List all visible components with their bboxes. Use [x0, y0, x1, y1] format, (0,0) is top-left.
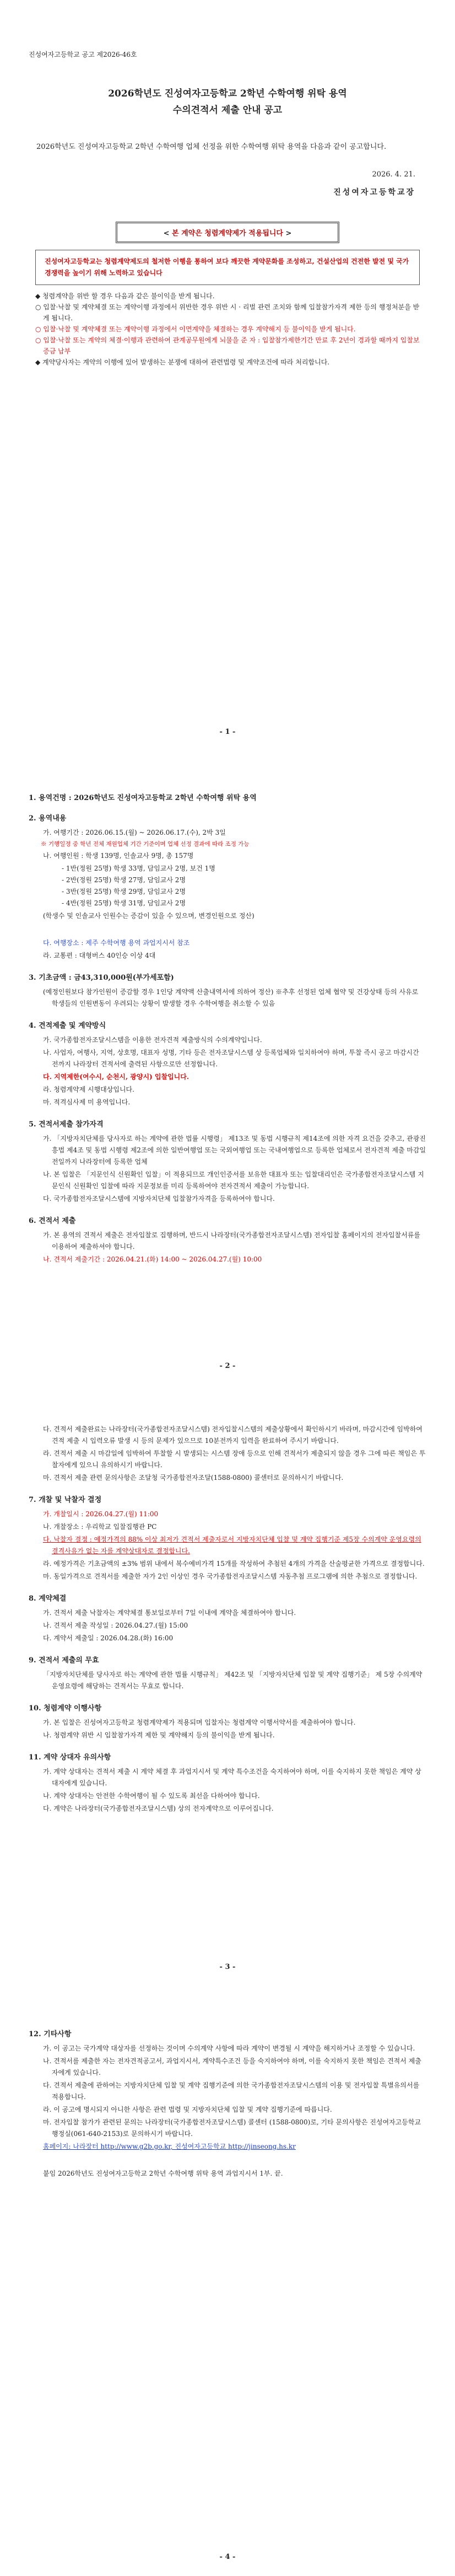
section-title: 1. 용역건명 : 2026학년도 진성여자고등학교 2학년 수학여행 위탁 용역 [29, 794, 257, 802]
list-item: 다. 지역제한(여수시, 순천시, 광양시) 입찰입니다. [43, 1073, 189, 1081]
homepage-link[interactable]: 홈페이지: 나라장터 http://www.g2b.go.kr, 진성여자고등학교 http://jinseong.hs.kr [43, 2143, 296, 2150]
page-number: - 2 - [219, 1362, 236, 1370]
integrity-bullets [35, 291, 420, 368]
bullet-item: ○ 입찰·낙찰 및 계약체결 또는 계약이행 과정에서 위반한 경우 위반 시 · 리벌 관련 조치와 함께 입찰참가자격 제한 등의 행정처분을 받게 됩니다. [35, 303, 420, 322]
list-item: 나. 견적서를 제출한 자는 전자견적공고서, 과업지시서, 계약특수조건 등을 숙지하여야 하며, 이를 숙지하지 못한 책임은 견적서 제출자에게 있습니다. [43, 2057, 421, 2076]
bullet-item: ○ 입찰·낙찰 및 계약체결 또는 계약이행 과정에서 이면계약을 체결하는 경우 계약해지 등 불이익을 받게 됩니다. [35, 325, 356, 333]
list-item: 나. 견적서 제출 작성일 : 2026.04.27.(월) 15:00 [43, 1622, 188, 1629]
section-text: 「지방자치단체를 당사자로 하는 계약에 관한 법률 시행규칙」 제42조 및 「지방자치단체 입찰 및 계약 집행기준」 제 5장 수의계약 운영요령에 해당하는 견적서는 무효로 합니다. [43, 1671, 422, 1690]
list-item: 다. 여행장소 : 제주 수학여행 용역 과업지시서 참조 [43, 939, 190, 947]
section-title: 9. 견적서 제출의 무효 [29, 1656, 99, 1665]
banner-text: 본 계약은 청렴계약제가 적용됩니다 [172, 229, 283, 238]
list-item: 다. 국가종합전자조달시스템에 지방자치단체 입찰참가자격을 등록하여야 합니다. [43, 1195, 275, 1203]
bullet-item: ◆ 청렴계약을 위반 할 경우 다음과 같은 불이익을 받게 됩니다. [35, 292, 215, 300]
list-item: 가. 개찰일시 : 2026.04.27.(월) 11:00 [43, 1510, 159, 1518]
list-item: 라. 이 공고에 명시되지 아니한 사항은 관련 법령 및 지방자치단체 입찰 및 계약 집행기준에 따릅니다. [43, 2106, 332, 2113]
list-item: 다. 낙찰자 결정 : 예정가격의 88% 이상 최저가 견적서 제출자로서 지방자치단체 입찰 및 계약 집행기준 제5장 수의계약 운영요령의 결격사유가 없는 자를 계약상대자로 결정합니다. [43, 1536, 421, 1555]
list-item: 라. 교통편 : 대형버스 40인승 이상 4대 [43, 952, 156, 959]
integrity-notice-box: 진성여자고등학교는 청렴계약제도의 철저한 이행을 통하여 보다 깨끗한 계약문화를 조성하고, 건설산업의 건전한 발전 및 국가경쟁력을 높이기 위해 노력하고 있습니다 [35, 250, 420, 285]
section-title: 3. 기초금액 : 금43,310,000원(부가세포함) [29, 974, 174, 982]
notice-date: 2026. 4. 21. [372, 170, 415, 179]
list-item: 가. 견적서 제출 낙찰자는 계약체결 통보일로부터 7일 이내에 계약을 체결하여야 합니다. [43, 1609, 296, 1617]
list-item: 다. 견적서 제출완료는 나라장터(국가종합전자조달시스템) 전자입찰시스템의 제출상황에서 확인하시기 바라며, 마감시간에 임박하여 견적 제출 시 입력오류 발생 시 등의 문제가 있으므로 10분전까지 입력을 완료하여 주시기 바랍니다. [43, 1425, 422, 1445]
list-item: 다. 계약서 제출일 : 2026.04.28.(화) 16:00 [43, 1634, 174, 1642]
list-item: 마. 전자입찰 참가가 관련된 문의는 나라장터(국가종합전자조달시스템) 콜센터 (1588-0800)로, 기타 문의사항은 진성여자고등학교 행정실(061-640-2153)로 문의하시기 바랍니다. [43, 2118, 421, 2138]
page-4 [29, 2018, 426, 2181]
attachment-footer: 붙임 2026학년도 진성여자고등학교 2학년 수학여행 위탁 용역 과업지시서 1부. 끝. [43, 2170, 283, 2177]
issuing-organization: 진성여자고등학교장 [333, 188, 415, 197]
section-title: 6. 견적서 제출 [29, 1217, 76, 1225]
list-item: 가. 본 입찰은 진성여자고등학교 청렴계약제가 적용되며 입찰자는 청렴계약 이행서약서를 제출하여야 합니다. [43, 1719, 356, 1726]
list-item: 가. 본 용역의 견적서 제출은 전자입찰로 집행하며, 반드시 나라장터(국가종합전자조달시스템) 전자입찰 홈페이지의 전자입찰서류를 이용하여 제출하셔야 합니다. [43, 1231, 420, 1251]
list-item: 나. 사업자, 여행사, 지역, 상호명, 대표자 성명, 기타 등은 전자조달시스템 상 등록업체와 일치하여야 하며, 투찰 즉시 공고 마감시간 전까지 나라장터 견적서에 출력된 사항으로만 선정합니다. [43, 1049, 419, 1068]
list-item: 다. 견적서 제출에 관하여는 지방자치단체 입찰 및 계약 집행기준에 의한 국가종합전자조달시스템의 이용 및 전자입찰 특별유의서를 적용합니다. [43, 2081, 420, 2101]
section-title: 5. 견적서제출 참가자격 [29, 1120, 104, 1129]
section-title: 7. 개찰 및 낙찰자 결정 [29, 1496, 102, 1504]
banner-marker-icon: < [163, 229, 172, 238]
banner-marker-icon: > [283, 229, 292, 238]
page-2 [29, 782, 426, 1266]
section-title: 11. 계약 상대자 유의사항 [29, 1753, 111, 1762]
page-number: - 3 - [219, 1963, 236, 1971]
list-item: 마. 동일가격으로 견적서를 제출한 자가 2인 이상인 경우 국가종합전자조달시스템 자동추첨 프로그램에 의한 추첨으로 결정합니다. [43, 1573, 418, 1580]
list-item: 라. 청렴계약제 시행대상입니다. [43, 1086, 134, 1093]
list-item: 가. 이 공고는 국가계약 대상자를 선정하는 것이며 수의계약 사항에 따라 계약이 변경될 시 계약을 해지하거나 조정할 수 있습니다. [43, 2044, 415, 2052]
list-item: 나. 본 입찰은 「지문인식 신원확인 입찰」이 적용되므로 개인인증서를 보유한 대표자 또는 입찰대리인은 국가종합전자조달시스템 지문인식 신원확인 입찰에 따라 지문정보를 미리 등록하여야 전자견적서 제출이 가능합니다. [43, 1171, 424, 1190]
submission-period: 나. 견적서 제출기간 : 2026.04.21.(화) 14:00 ~ 2026.04.27.(월) 10:00 [43, 1255, 262, 1263]
list-item: 라. 예정가격은 기초금액의 ±3% 범위 내에서 복수예비가격 15개를 작성하여 추첨된 4개의 가격을 산술평균한 가격으로 결정합니다. [43, 1560, 425, 1568]
list-item: 라. 견적서 제출 시 마감일에 임박하여 투찰할 시 발생되는 시스템 장애 등으로 인해 견적서가 제출되지 않을 경우 그에 따른 책임은 투찰자에게 있으니 유의하시기 바랍니다. [43, 1450, 426, 1469]
class-item: - 2반(정원 25명) 학생 27명, 담임교사 2명 [62, 876, 186, 884]
list-item: 마. 견적서 제출 관련 문의사항은 조달청 국가종합전자조달(1588-0800) 콜센터로 문의하시기 바랍니다. [43, 1474, 344, 1482]
list-item: 다. 계약은 나라장터(국가종합전자조달시스템) 상의 전자계약으로 이루어집니다. [43, 1805, 274, 1812]
list-item: 나. 여행인원 : 학생 139명, 인솔교사 9명, 총 157명 [43, 852, 194, 860]
list-item: 가. 국가종합전자조달시스템을 이용한 전자견적 제출방식의 수의계약입니다. [43, 1036, 262, 1044]
title-line-1: 2026학년도 진성여자고등학교 2학년 수학여행 위탁 용역 [108, 88, 347, 99]
list-note: (학생수 및 인솔교사 인원수는 증감이 있을 수 있으며, 변경인원으로 정산) [43, 912, 254, 920]
section-title: 12. 기타사항 [29, 2030, 72, 2038]
page-1 [29, 50, 426, 368]
section-title: 10. 청렴계약 이행사항 [29, 1704, 102, 1713]
section-title: 2. 용역내용 [29, 814, 67, 823]
list-item: 마. 적격심사제 미 용역입니다. [43, 1098, 131, 1106]
class-item: - 1반(정원 25명) 학생 33명, 담임교사 2명, 보건 1명 [62, 865, 215, 872]
list-item: 가. 「지방자치단체를 당사자로 하는 계약에 관한 법률 시행령」 제13조 및 동법 시행규칙 제14조에 의한 자격 요건을 갖추고, 관광진흥법 제4조 및 동법 시행령 제2조에 의한 일반여행업 또는 국외여행업 또는 국내여행업으로 등록한 업체로서 전자견적 제출 마감일 전일까지 나라장터에 등록한 업체 [43, 1135, 426, 1166]
bullet-item: ◆ 계약당사자는 계약의 이행에 있어 발생하는 분쟁에 대하여 관련법령 및 계약조건에 따라 처리합니다. [35, 358, 330, 366]
list-item: 나. 청렴계약 위반 시 입찰참가자격 제한 및 계약해지 등의 불이익을 받게 됩니다. [43, 1731, 275, 1739]
list-note: ※ 기행일정 중 학년 전체 재원업체 기간 기준이며 업체 선정 결과에 따라 조정 가능 [41, 841, 250, 847]
list-item: 나. 계약 상대자는 안전한 수학여행이 될 수 있도록 최선을 다하여야 합니다. [43, 1792, 260, 1800]
list-item: 나. 개찰장소 : 우리학교 입찰집행관 PC [43, 1523, 157, 1531]
section-text: (예정인원보다 참가인원이 증감할 경우 1인당 계약액 산출내역서에 의하여 정산) ※추후 선정된 업체 협약 및 건강상태 등의 사유로 학생들의 인원변동이 우려되는 상황이 발생할 경우 수학여행을 취소할 수 있음 [43, 988, 419, 1007]
document-number: 진성여자고등학교 공고 제2026-46호 [29, 51, 137, 58]
page-3 [29, 1423, 426, 1816]
class-item: - 3반(정원 25명) 학생 29명, 담임교사 2명 [62, 888, 186, 895]
title-line-2: 수의견적서 제출 안내 공고 [172, 105, 283, 116]
integrity-contract-banner [116, 222, 339, 243]
bullet-item: ○ 입찰·낙찰 또는 계약의 체결·이행과 관련하여 관계공무원에게 뇌물을 준 자 : 입찰참가제한기간 만료 후 2년이 경과할 때까지 입찰보증금 납부 [35, 336, 420, 355]
section-title: 8. 계약체결 [29, 1595, 67, 1603]
list-item: 가. 여행기간 : 2026.06.15.(월) ~ 2026.06.17.(수), 2박 3일 [43, 829, 226, 836]
page-number: - 4 - [219, 2553, 236, 2561]
section-title: 4. 견적제출 및 계약방식 [29, 1022, 106, 1030]
list-item: 가. 계약 상대자는 견적서 제출 시 계약 체결 후 과업지시서 및 계약 특수조건을 숙지하여야 하며, 이를 숙지하지 못한 책임은 계약 상대자에게 있습니다. [43, 1768, 421, 1787]
intro-text: 2026학년도 진성여자고등학교 2학년 수학여행 업체 선정을 위한 수학여행 위탁 용역을 다음과 같이 공고합니다. [36, 143, 387, 151]
class-item: - 4반(정원 25명) 학생 31명, 담임교사 2명 [62, 899, 186, 907]
page-number: - 1 - [219, 728, 236, 736]
